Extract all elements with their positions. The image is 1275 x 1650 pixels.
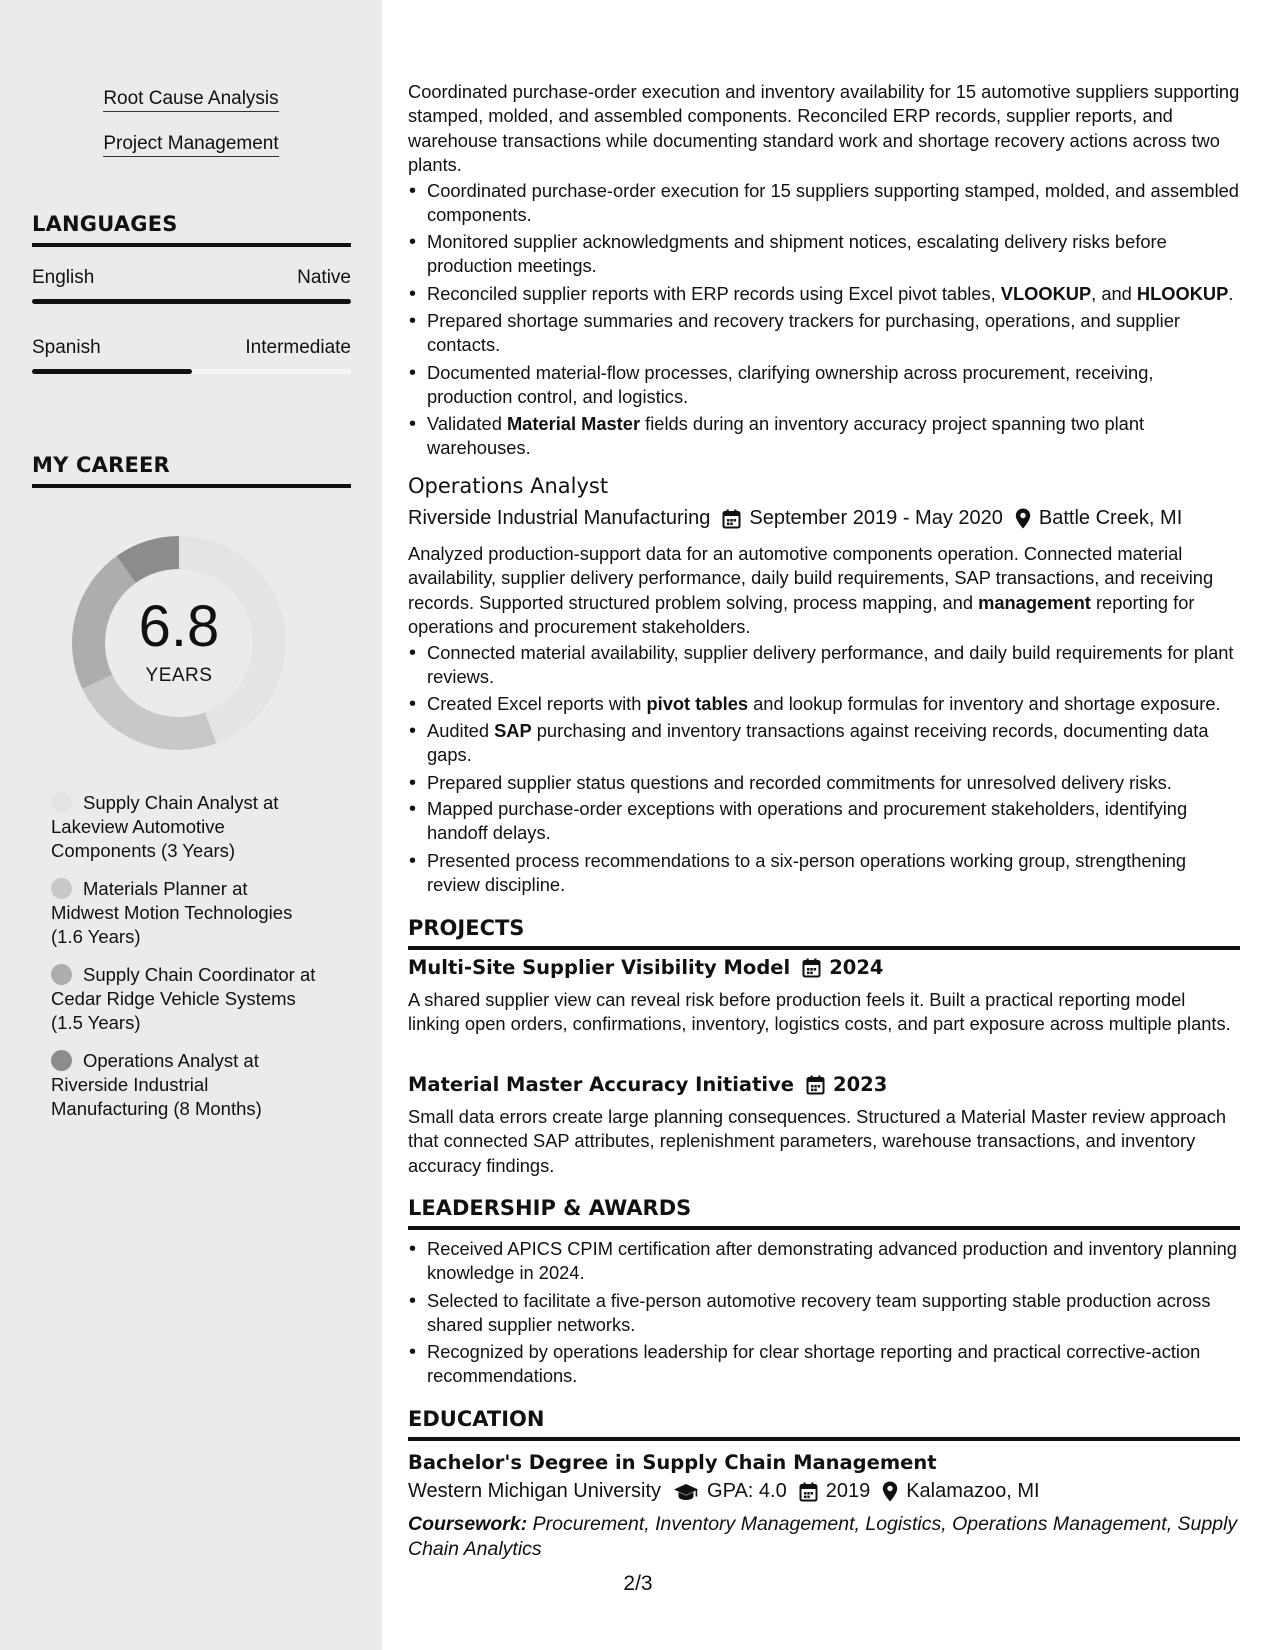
career-total-years: 6.8 xyxy=(138,594,220,659)
skill-root-cause-analysis: Root Cause Analysis xyxy=(0,88,382,110)
job-bullet: • Mapped purchase-order exceptions with operations and procurement stakeholders, identifying handoff delays. xyxy=(408,797,1240,846)
career-item: Operations Analyst at Riverside Industrial Manufacturing (8 Months) xyxy=(51,1050,262,1119)
coursework: Coursework: Procurement, Inventory Management, Logistics, Operations Management, Supply Chain Analytics xyxy=(408,1513,1238,1560)
job-bullet: • Validated Material Master fields during an inventory accuracy project spanning two plant warehouses. xyxy=(408,412,1240,461)
location-pin-icon xyxy=(882,1481,898,1502)
job-meta xyxy=(408,507,1182,530)
company-name: Riverside Industrial Manufacturing xyxy=(408,507,711,529)
legend-dot xyxy=(51,964,72,985)
language-bar-fill xyxy=(32,299,351,304)
language-row-spanish xyxy=(32,337,351,359)
language-bar-fill xyxy=(32,369,192,374)
school-name: Western Michigan University xyxy=(408,1480,662,1502)
job-bullet: • Created Excel reports with pivot tables and lookup formulas for inventory and shortage exposure. xyxy=(408,692,1240,716)
graduation-year: 2019 xyxy=(825,1480,871,1502)
project-year: 2024 xyxy=(829,956,884,979)
career-heading: MY CAREER xyxy=(32,453,351,488)
language-name: English xyxy=(32,267,95,288)
project-description: Small data errors create large planning consequences. Structured a Material Master review approach that connected SAP attributes, replenishment parameters, warehouse transactions, and inventory accuracy findings. xyxy=(408,1106,1226,1176)
job-summary: Coordinated purchase-order execution and inventory availability for 15 automotive suppliers supporting stamped, molded, and assembled components. Reconciled ERP records, supplier reports, and warehouse transactions while documenting standard work and shortage recovery actions across two plants. xyxy=(408,81,1240,175)
skill-project-management: Project Management xyxy=(0,133,382,155)
job-title: Operations Analyst xyxy=(408,474,609,498)
job-bullet: • Documented material-flow processes, clarifying ownership across procurement, receiving, production control, and logistics. xyxy=(408,361,1240,410)
languages-heading: LANGUAGES xyxy=(32,212,351,247)
education-meta xyxy=(408,1480,1040,1503)
project-description: A shared supplier view can reveal risk before production feels it. Built a practical reporting model linking open orders, confirmations, inventory, logistics costs, and part exposure across multiple plants. xyxy=(408,989,1231,1035)
career-item: Supply Chain Analyst at Lakeview Automotive Components (3 Years) xyxy=(51,792,279,861)
career-item: Supply Chain Coordinator at Cedar Ridge Vehicle Systems (1.5 Years) xyxy=(51,964,316,1033)
calendar-icon xyxy=(806,1075,825,1095)
gpa: GPA: 4.0 xyxy=(707,1480,787,1502)
degree-title: Bachelor's Degree in Supply Chain Management xyxy=(408,1451,937,1474)
location-pin-icon xyxy=(1015,508,1031,529)
award-bullet: • Received APICS CPIM certification after demonstrating advanced production and inventory planning knowledge in 2024. xyxy=(408,1237,1240,1286)
calendar-icon xyxy=(802,958,821,978)
job-location: Battle Creek, MI xyxy=(1038,507,1183,529)
legend-dot xyxy=(51,878,72,899)
job-bullet: • Audited SAP purchasing and inventory transactions against receiving records, documenting data gaps. xyxy=(408,719,1240,768)
job-summary: Analyzed production-support data for an automotive components operation. Connected material availability, supplier delivery performance, daily build requirements, SAP transactions, and receiving records. Supported structured problem solving, process mapping, and management reporting for operations and procurement stakeholders. xyxy=(408,543,1214,637)
language-name: Spanish xyxy=(32,337,101,358)
leadership-heading: LEADERSHIP & AWARDS xyxy=(408,1196,1240,1230)
graduation-cap-icon xyxy=(673,1483,699,1501)
job-bullet: • Coordinated purchase-order execution for 15 suppliers supporting stamped, molded, and assembled components. xyxy=(408,179,1240,228)
legend-dot xyxy=(51,792,72,813)
job-bullet: • Presented process recommendations to a six-person operations working group, strengthening review discipline. xyxy=(408,849,1240,898)
job-bullet: • Prepared supplier status questions and recorded commitments for unresolved delivery risks. xyxy=(408,771,1240,795)
award-bullet: • Recognized by operations leadership for clear shortage reporting and practical corrective-action recommendations. xyxy=(408,1340,1240,1389)
career-item: Materials Planner at Midwest Motion Technologies (1.6 Years) xyxy=(51,878,293,947)
job-dates: September 2019 - May 2020 xyxy=(749,507,1003,529)
education-heading: EDUCATION xyxy=(408,1407,1240,1441)
project-year: 2023 xyxy=(833,1073,888,1096)
award-bullet: • Selected to facilitate a five-person automotive recovery team supporting stable production across shared supplier networks. xyxy=(408,1289,1240,1338)
project-title: Multi-Site Supplier Visibility Model 2024 xyxy=(408,956,884,979)
school-location: Kalamazoo, MI xyxy=(906,1480,1040,1502)
language-level: Native xyxy=(297,267,351,288)
project-title: Material Master Accuracy Initiative 2023 xyxy=(408,1073,888,1096)
language-bar-spanish xyxy=(32,369,351,374)
job-bullet: • Monitored supplier acknowledgments and shipment notices, escalating delivery risks before production meetings. xyxy=(408,230,1240,279)
job-bullet: • Prepared shortage summaries and recovery trackers for purchasing, operations, and supplier contacts. xyxy=(408,309,1240,358)
projects-heading: PROJECTS xyxy=(408,916,1240,950)
career-total-label: YEARS xyxy=(145,665,213,686)
calendar-icon xyxy=(799,1482,818,1502)
job-bullet: • Reconciled supplier reports with ERP records using Excel pivot tables, VLOOKUP, and HLOOKUP. xyxy=(408,282,1240,306)
calendar-icon xyxy=(722,509,741,529)
language-row-english xyxy=(32,267,351,289)
job-bullet: • Connected material availability, supplier delivery performance, and daily build requirements for plant reviews. xyxy=(408,641,1240,690)
language-level: Intermediate xyxy=(245,337,351,358)
legend-dot xyxy=(51,1050,72,1071)
language-bar-english xyxy=(32,299,351,304)
page-number: 2/3 xyxy=(623,1572,653,1595)
